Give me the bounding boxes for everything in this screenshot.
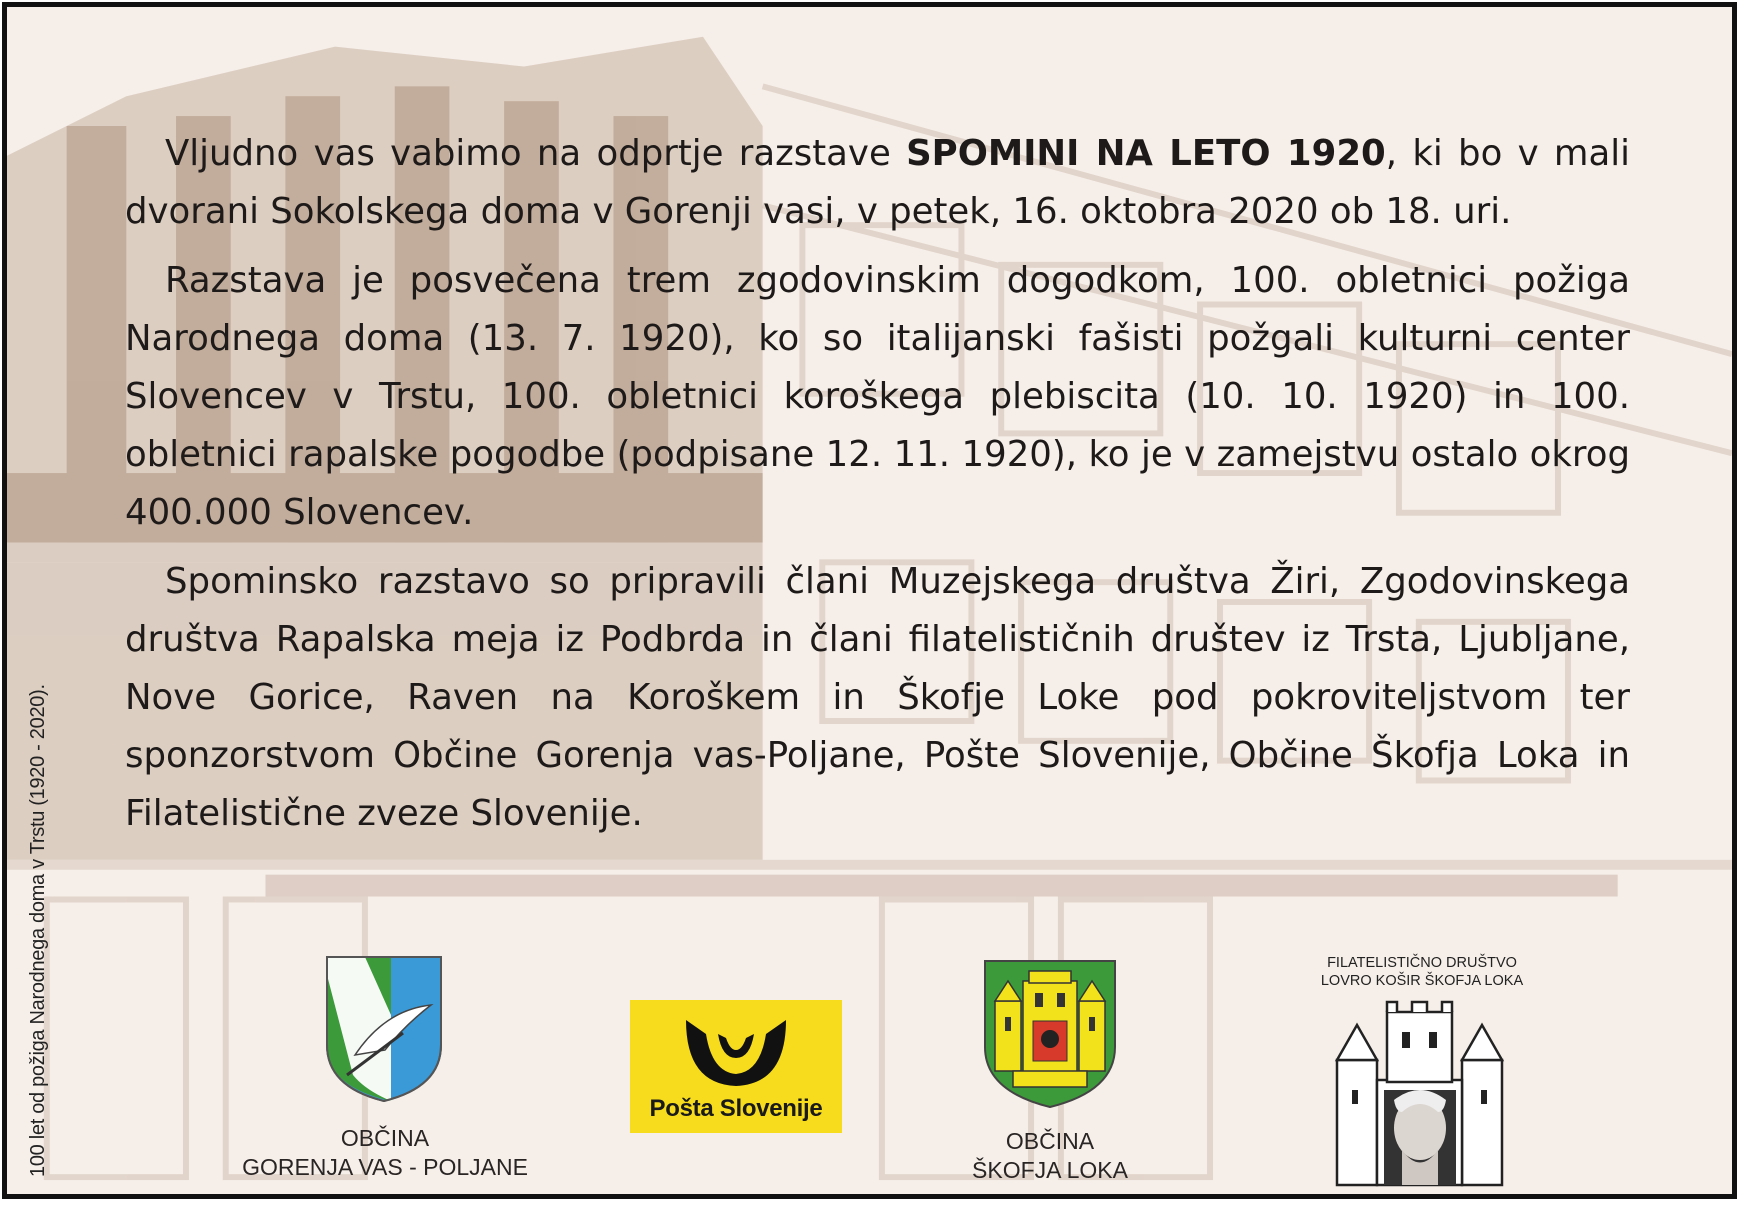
paragraph-1-start: Vljudno vas vabimo na odprtje razstave xyxy=(165,133,907,174)
post-horn-icon xyxy=(676,1012,796,1090)
paragraph-1-end: , ki bo v mali dvorani Sokolskega doma v Gorenji vasi, v petek, 16. oktobra 2020 ob 18. uri. xyxy=(125,133,1630,232)
gorenja-vas-caption xyxy=(235,1124,535,1182)
paragraph-dedication: Razstava je posvečena trem zgodovinskim dogodkom, 100. obletnici požiga Narodnega doma (13. 7. 1920), ko so italijanski fašisti požgali kulturni center Slovencev v Trstu, 100. obletnici koroškega plebiscita (10. 10. 1920) in 100. obletnici rapalske pogodbe (podpisane 12. 11. 1920), ko je v zamejstvu ostalo okrog 400.000 Slovencev. xyxy=(125,260,1630,533)
fd-caption xyxy=(1307,954,1537,990)
fd-caption-line1: FILATELISTIČNO DRUŠTVO xyxy=(1327,955,1517,971)
skofja-loka-coat-of-arms-icon xyxy=(983,959,1117,1109)
paragraph-invitation xyxy=(125,125,1630,241)
skofja-loka-caption xyxy=(900,1127,1200,1185)
invitation-text xyxy=(125,125,1630,854)
fd-caption-line2: LOVRO KOŠIR ŠKOFJA LOKA xyxy=(1320,973,1524,989)
posta-label: Pošta Slovenije xyxy=(649,1095,823,1122)
invitation-card xyxy=(2,2,1737,1199)
gorenja-caption-line1: OBČINA xyxy=(340,1125,430,1151)
side-caption: 100 let od požiga Narodnega doma v Trstu (1920 - 2020). xyxy=(27,684,49,1177)
posta-slovenije-logo xyxy=(630,1000,842,1133)
skofja-caption-line2: ŠKOFJA LOKA xyxy=(972,1157,1128,1183)
gorenja-vas-coat-of-arms-icon xyxy=(325,955,443,1103)
exhibition-title: SPOMINI NA LETO 1920 xyxy=(906,133,1386,174)
gorenja-caption-line2: GORENJA VAS - POLJANE xyxy=(242,1154,528,1180)
castle-portrait-logo-icon xyxy=(1332,1000,1507,1188)
skofja-caption-line1: OBČINA xyxy=(1005,1128,1095,1154)
paragraph-organizers: Spominsko razstavo so pripravili člani Muzejskega društva Žiri, Zgodovinskega društva Rapalska meja iz Podbrda in člani filatelističnih društev iz Trsta, Ljubljane, Nove Gorice, Raven na Koroškem in Škofje Loke pod pokroviteljstvom ter sponzorstvom Občine Gorenja vas-Poljane, Pošte Slovenije, Občine Škofja Loka in Filatelistične zveze Slovenije. xyxy=(125,561,1630,834)
